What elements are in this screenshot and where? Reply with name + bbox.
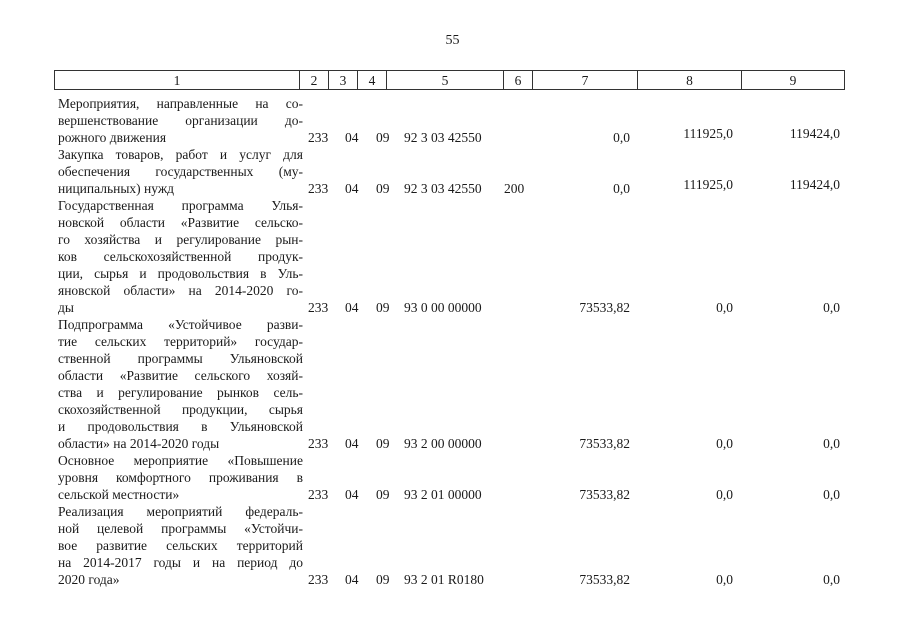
- table-row: [58, 146, 848, 197]
- description-line: 2020 года»: [58, 572, 120, 587]
- description-line: яновской области» на 2014-2020 го-: [58, 283, 303, 298]
- row-description: [58, 452, 303, 503]
- cell-col-9: 0,0: [823, 487, 840, 502]
- cell-col-3: 04: [345, 181, 359, 196]
- cell-col-7: 73533,82: [579, 300, 630, 315]
- row-description: [58, 197, 303, 316]
- cell-col-6: 200: [504, 181, 525, 196]
- header-col-8: 8: [638, 71, 742, 90]
- page-number: 55: [445, 33, 460, 48]
- cell-col-8: 111925,0: [683, 126, 733, 141]
- description-line: на 2014-2017 годы и на период до: [58, 555, 303, 570]
- description-line: Мероприятия, направленные на со-: [58, 96, 303, 111]
- cell-col-4: 09: [376, 436, 390, 451]
- description-line: Реализация мероприятий федераль-: [58, 504, 303, 519]
- description-line: области «Развитие сельского хозяй-: [58, 368, 303, 383]
- cell-col-5: 93 2 01 00000: [404, 487, 482, 502]
- header-col-4: 4: [358, 71, 387, 90]
- cell-col-5: 93 0 00 00000: [404, 300, 482, 315]
- table-row: [58, 316, 848, 452]
- cell-col-7: 73533,82: [579, 572, 630, 587]
- cell-col-8: 0,0: [716, 487, 733, 502]
- description-line: обеспечения государственных (му-: [58, 164, 303, 179]
- row-description: [58, 95, 303, 146]
- cell-col-5: 92 3 03 42550: [404, 130, 482, 145]
- description-line: тие сельских территорий» государ-: [58, 334, 303, 349]
- row-description: [58, 316, 303, 452]
- cell-col-5: 93 2 01 R0180: [404, 572, 484, 587]
- cell-col-9: 0,0: [823, 300, 840, 315]
- description-line: вершенствование организации до-: [58, 113, 303, 128]
- cell-col-7: 73533,82: [579, 487, 630, 502]
- cell-col-4: 09: [376, 487, 390, 502]
- description-line: го хозяйства и регулирование рын-: [58, 232, 303, 247]
- row-description: [58, 146, 303, 197]
- header-col-2: 2: [300, 71, 329, 90]
- header-col-6: 6: [504, 71, 533, 90]
- cell-col-7: 73533,82: [579, 436, 630, 451]
- cell-col-2: 233: [308, 130, 329, 145]
- table-row: [58, 452, 848, 503]
- cell-col-3: 04: [345, 130, 359, 145]
- cell-col-9: 0,0: [823, 572, 840, 587]
- cell-col-2: 233: [308, 181, 329, 196]
- cell-col-8: 0,0: [716, 436, 733, 451]
- description-line: ниципальных) нужд: [58, 181, 175, 196]
- description-line: и продовольствия в Ульяновской: [58, 419, 303, 434]
- header-col-1: 1: [55, 71, 300, 90]
- cell-col-7: 0,0: [613, 130, 630, 145]
- description-line: ной целевой программы «Устойчи-: [58, 521, 303, 536]
- cell-col-4: 09: [376, 130, 390, 145]
- cell-col-4: 09: [376, 181, 390, 196]
- cell-col-2: 233: [308, 436, 329, 451]
- cell-col-4: 09: [376, 572, 390, 587]
- cell-col-9: 119424,0: [789, 126, 840, 141]
- description-line: ства и регулирование рынков сель-: [58, 385, 303, 400]
- cell-col-3: 04: [345, 487, 359, 502]
- header-col-3: 3: [329, 71, 358, 90]
- table-row: [58, 95, 848, 146]
- table-row: [58, 503, 848, 588]
- cell-col-2: 233: [308, 572, 329, 587]
- description-line: ственной программы Ульяновской: [58, 351, 303, 366]
- cell-col-7: 0,0: [613, 181, 630, 196]
- description-line: ков сельскохозяйственной продук-: [58, 249, 303, 264]
- description-line: области» на 2014-2020 годы: [58, 436, 220, 451]
- cell-col-4: 09: [376, 300, 390, 315]
- description-line: скохозяйственной продукции, сырья: [58, 402, 303, 417]
- cell-col-3: 04: [345, 572, 359, 587]
- description-line: Основное мероприятие «Повышение: [58, 453, 303, 468]
- cell-col-8: 0,0: [716, 572, 733, 587]
- cell-col-9: 0,0: [823, 436, 840, 451]
- cell-col-5: 92 3 03 42550: [404, 181, 482, 196]
- table-row: [58, 197, 848, 316]
- row-description: [58, 503, 303, 588]
- description-line: ции, сырья и продовольствия в Уль-: [58, 266, 303, 281]
- description-line: уровня комфортного проживания в: [58, 470, 303, 485]
- header-col-5: 5: [387, 71, 504, 90]
- budget-rows: [58, 95, 848, 588]
- column-number-header: [54, 70, 845, 90]
- header-col-9: 9: [742, 71, 845, 90]
- cell-col-3: 04: [345, 436, 359, 451]
- header-col-7: 7: [533, 71, 638, 90]
- description-line: рожного движения: [58, 130, 167, 145]
- cell-col-3: 04: [345, 300, 359, 315]
- description-line: Государственная программа Улья-: [58, 198, 303, 213]
- cell-col-8: 111925,0: [683, 177, 733, 192]
- cell-col-9: 119424,0: [789, 177, 840, 192]
- description-line: ды: [58, 300, 74, 315]
- description-line: вое развитие сельских территорий: [58, 538, 303, 553]
- cell-col-8: 0,0: [716, 300, 733, 315]
- description-line: новской области «Развитие сельско-: [58, 215, 303, 230]
- cell-col-2: 233: [308, 300, 329, 315]
- description-line: Закупка товаров, работ и услуг для: [58, 147, 303, 162]
- description-line: сельской местности»: [58, 487, 180, 502]
- cell-col-2: 233: [308, 487, 329, 502]
- description-line: Подпрограмма «Устойчивое разви-: [58, 317, 303, 332]
- cell-col-5: 93 2 00 00000: [404, 436, 482, 451]
